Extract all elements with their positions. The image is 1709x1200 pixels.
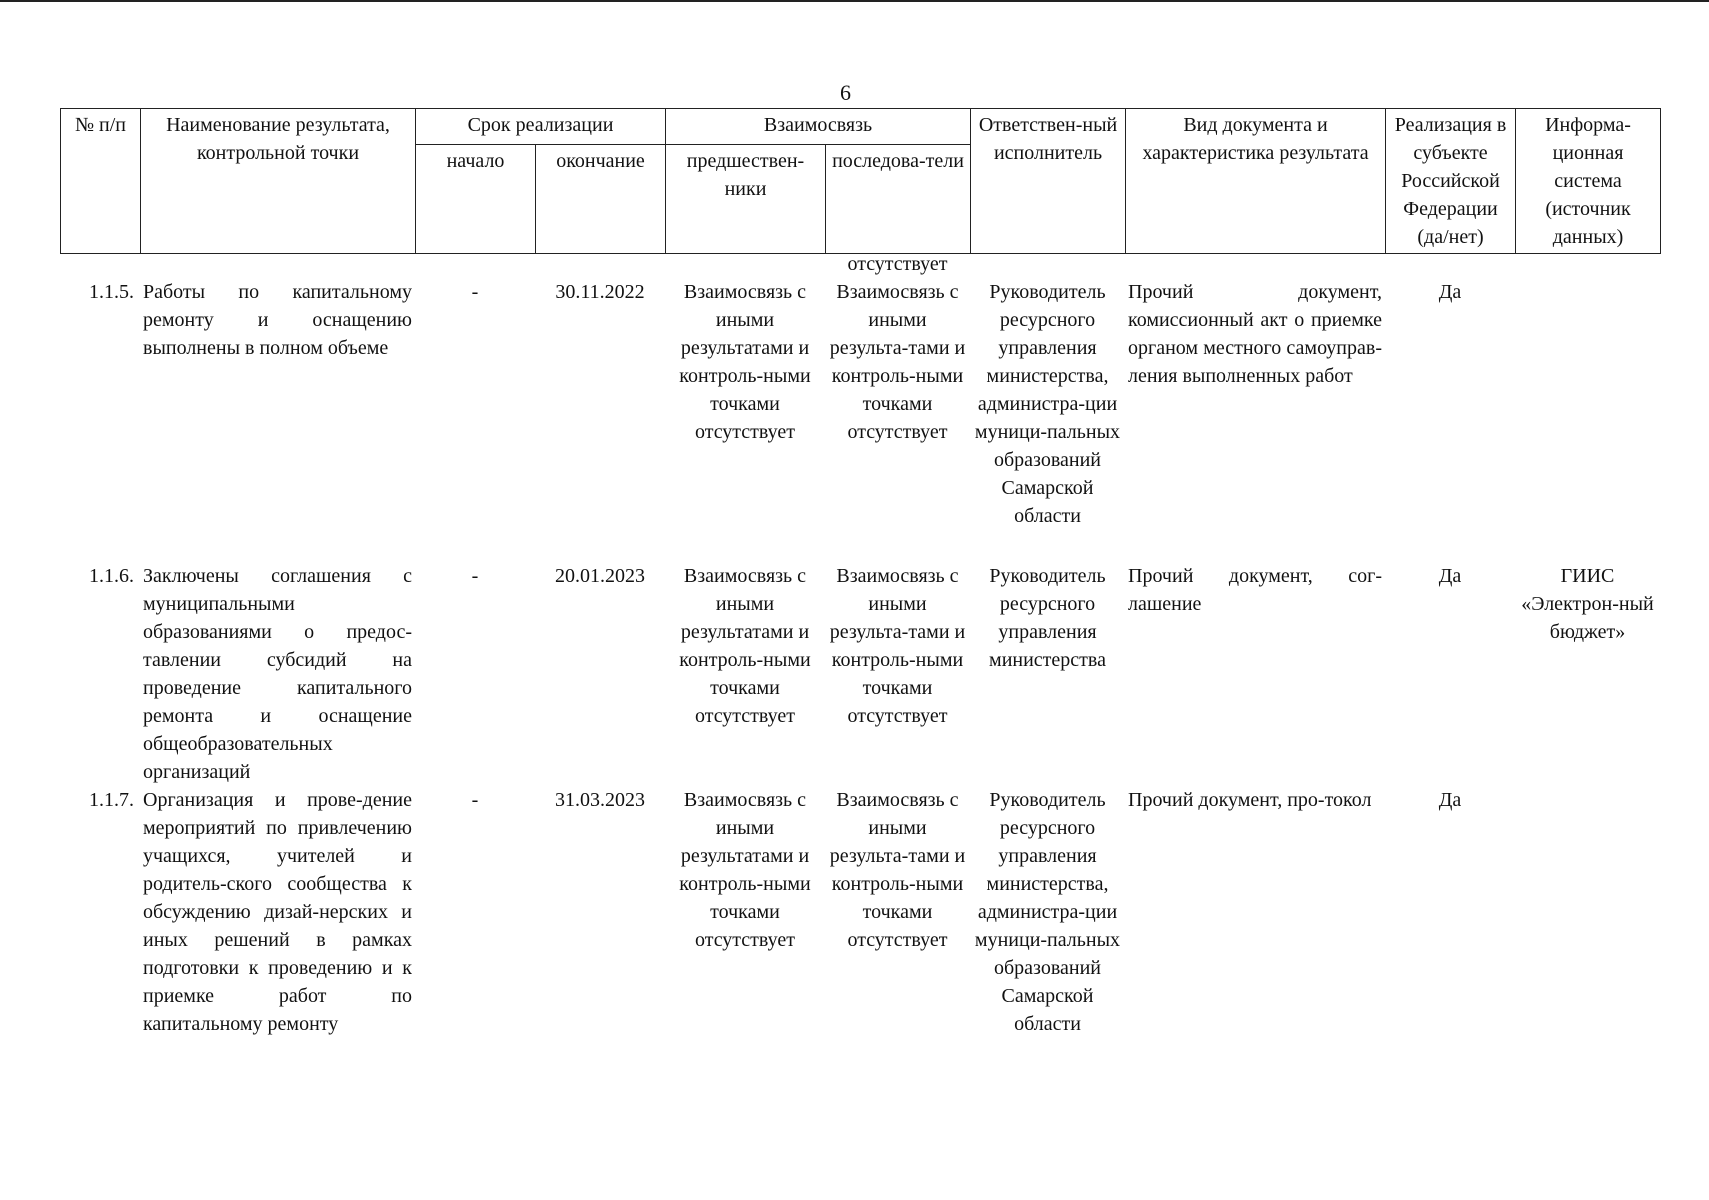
- table-row: [60, 786, 1660, 1096]
- row-successors: Взаимосвязь с иными результа-тами и контроль-ными точками отсутствует: [829, 565, 966, 727]
- row-start: -: [471, 565, 479, 587]
- row-realization: Да: [1438, 789, 1462, 811]
- row-num: 1.1.7.: [89, 789, 134, 811]
- table-row-spill: [60, 250, 1660, 278]
- row-successors: Взаимосвязь с иными результа-тами и контроль-ными точками отсутствует: [829, 281, 966, 443]
- row-realization: Да: [1438, 281, 1462, 303]
- row-system: [1515, 278, 1660, 562]
- header-relation: Взаимосвязь: [666, 109, 971, 145]
- spill-cell: отсутствует: [847, 253, 948, 275]
- row-end: 31.03.2023: [555, 789, 645, 811]
- table-row: [60, 562, 1660, 786]
- row-start: -: [471, 281, 479, 303]
- header-name: Наименование результата, контрольной точки: [141, 109, 416, 254]
- row-predecessors: Взаимосвязь с иными результатами и контроль-ными точками отсутствует: [679, 565, 811, 727]
- header-term: Срок реализации: [416, 109, 666, 145]
- top-border-line: [0, 0, 1709, 2]
- row-doc: Прочий документ, сог-лашение: [1128, 565, 1382, 615]
- row-num: 1.1.5.: [89, 281, 134, 303]
- header-term-start: начало: [416, 144, 536, 253]
- row-doc: Прочий документ, комиссионный акт о приемке органом местного самоуправ-ления выполненных работ: [1128, 281, 1382, 387]
- row-start: -: [471, 789, 479, 811]
- row-system: ГИИС «Электрон-ный бюджет»: [1521, 565, 1654, 643]
- row-responsible: Руководитель ресурсного управления министерства: [989, 565, 1106, 671]
- table-body: [60, 250, 1660, 1096]
- row-doc: Прочий документ, про-токол: [1128, 789, 1372, 811]
- row-system: [1515, 786, 1660, 1096]
- header-successors: последова-тели: [826, 144, 971, 253]
- row-predecessors: Взаимосвязь с иными результатами и контроль-ными точками отсутствует: [679, 789, 811, 951]
- header-predecessors: предшествен-ники: [666, 144, 826, 253]
- table-row: [60, 278, 1660, 562]
- row-predecessors: Взаимосвязь с иными результатами и контроль-ными точками отсутствует: [679, 281, 811, 443]
- row-name: Работы по капитальному ремонту и оснащению выполнены в полном объеме: [143, 281, 412, 359]
- row-name: Заключены соглашения с муниципальными образованиями о предос-тавлении субсидий на проведение капитального ремонта и оснащение общеобразовательных организаций: [143, 565, 412, 783]
- row-responsible: Руководитель ресурсного управления министерства, администра-ции муници-пальных образований Самарской области: [974, 789, 1121, 1035]
- header-num: № п/п: [61, 109, 141, 254]
- header-responsible: Ответствен-ный исполнитель: [971, 109, 1126, 254]
- header-term-end: окончание: [536, 144, 666, 253]
- row-end: 30.11.2022: [555, 281, 645, 303]
- header-realization: Реализация в субъекте Российской Федерации (да/нет): [1386, 109, 1516, 254]
- header-info-system: Информа-ционная система (источник данных): [1516, 109, 1661, 254]
- row-responsible: Руководитель ресурсного управления министерства, администра-ции муници-пальных образований Самарской области: [974, 281, 1121, 527]
- row-end: 20.01.2023: [555, 565, 645, 587]
- row-successors: Взаимосвязь с иными результа-тами и контроль-ными точками отсутствует: [829, 789, 966, 951]
- row-num: 1.1.6.: [89, 565, 134, 587]
- header-doc-type: Вид документа и характеристика результата: [1126, 109, 1386, 254]
- table-header: [60, 108, 1661, 254]
- page-number: 6: [840, 80, 851, 105]
- row-realization: Да: [1438, 565, 1462, 587]
- row-name: Организация и прове-дение мероприятий по привлечению учащихся, учителей и родитель-ского сообщества к обсуждению дизай-нерских и иных решений в рамках подготовки к проведению и к приемке работ по капитальному ремонту: [143, 789, 412, 1035]
